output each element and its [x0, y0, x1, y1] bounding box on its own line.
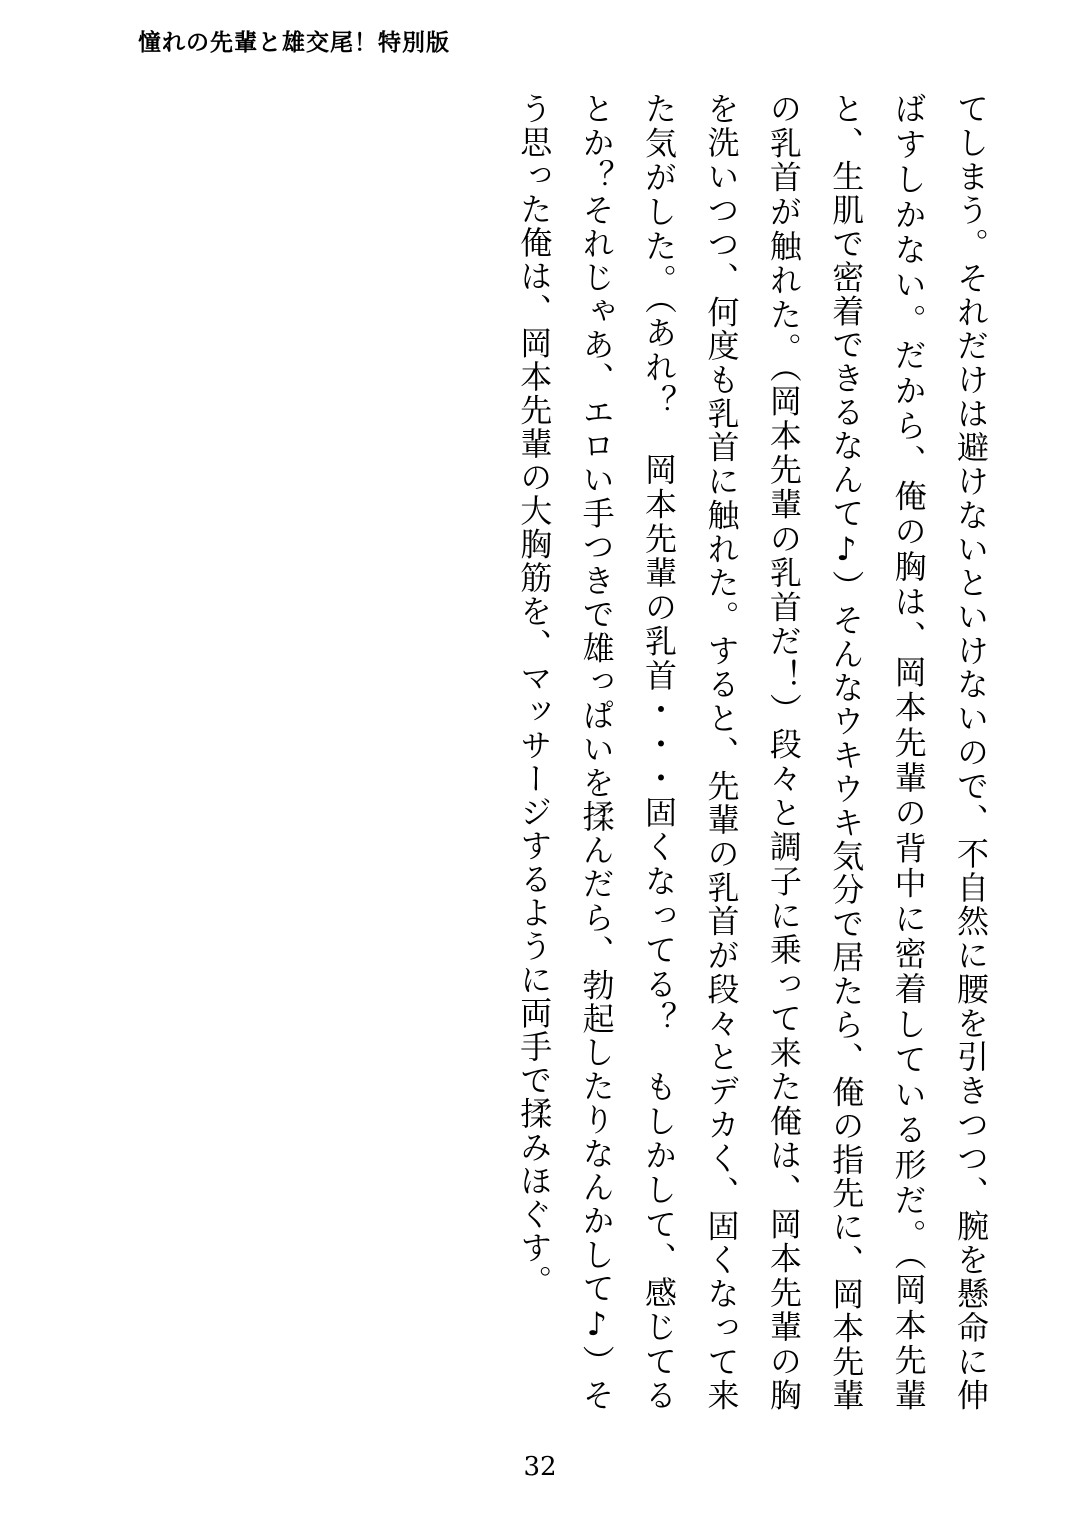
body-paragraph: てしまう。それだけは避けないといけないので、不自然に腰を引きつつ、腕を懸命に伸ばすしかない。だから、俺の胸は、岡本先輩の背中に密着している形だ。（岡本先輩と、生肌で密着できるなんて♪）そんなウキウキ気分で居たら、俺の指先に、岡本先輩の乳首が触れた。（岡本先輩の乳首だ！）段々と調子に乗って来た俺は、岡本先輩の胸を洗いつつ、何度も乳首に触れた。すると、先輩の乳首が段々とデカく、固くなって来た気がした。（あれ？ 岡本先輩の乳首・・・固くなってる？ もしかして、感じてるとか？それじゃあ、エロい手つきで雄っぱいを揉んだら、勃起したりなんかして♪）そう思った俺は、岡本先輩の大胸筋を、マッサージするように両手で揉みほぐす。: [515, 92, 990, 1413]
running-header-title: 憧れの先輩と雄交尾！特別版: [138, 30, 450, 56]
body-text-block: [192, 92, 1002, 1412]
page-number: 32: [523, 1452, 557, 1482]
